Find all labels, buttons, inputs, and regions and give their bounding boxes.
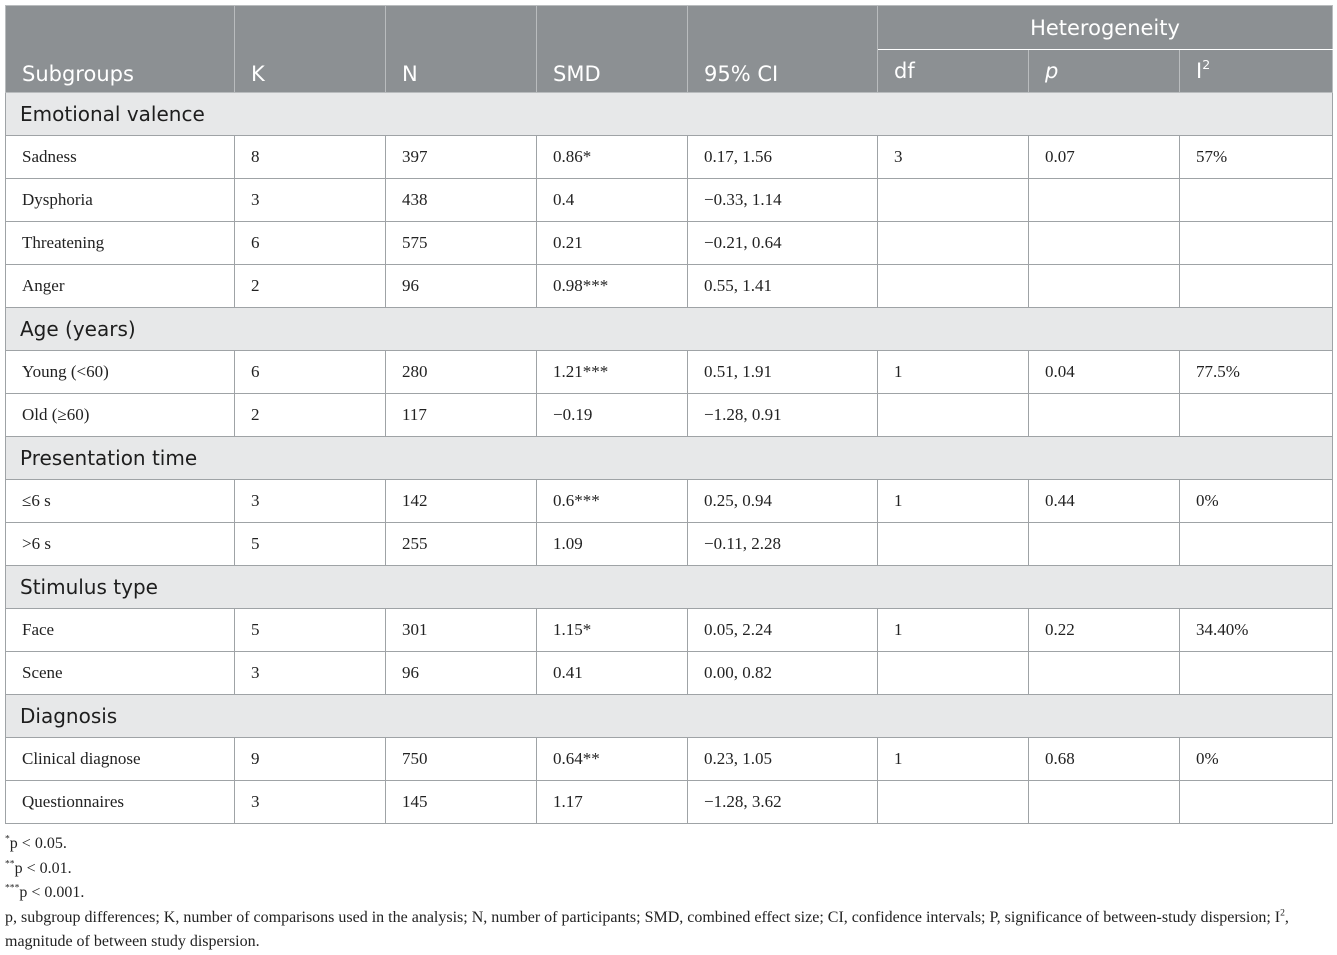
cell-n: 397	[386, 136, 537, 179]
cell-df: 1	[878, 351, 1029, 394]
cell-ci: 0.51, 1.91	[688, 351, 878, 394]
cell-sub: Old (≥60)	[6, 394, 235, 437]
table-row	[6, 738, 1333, 781]
group-row	[6, 695, 1333, 738]
table-row	[6, 523, 1333, 566]
header-heterogeneity	[878, 6, 1333, 50]
table-row	[6, 394, 1333, 437]
header-heterogeneity-label: Heterogeneity	[1030, 15, 1180, 40]
cell-sub: Face	[6, 609, 235, 652]
cell-i2	[1180, 781, 1333, 824]
cell-i2	[1180, 394, 1333, 437]
header-df-label: df	[894, 59, 915, 83]
cell-ci: 0.05, 2.24	[688, 609, 878, 652]
cell-i2: 0%	[1180, 738, 1333, 781]
cell-n: 750	[386, 738, 537, 781]
cell-k: 8	[235, 136, 386, 179]
cell-k: 3	[235, 480, 386, 523]
cell-ci: 0.25, 0.94	[688, 480, 878, 523]
cell-df	[878, 265, 1029, 308]
cell-p	[1029, 222, 1180, 265]
group-row	[6, 93, 1333, 136]
footnote-1-mark: *	[5, 833, 10, 845]
header-i2-sup: 2	[1202, 57, 1211, 73]
legend-sup: 2	[1280, 906, 1285, 918]
cell-ci: 0.00, 0.82	[688, 652, 878, 695]
group-title: Emotional valence	[6, 93, 1333, 136]
cell-n: 96	[386, 265, 537, 308]
footnote-2-text: p < 0.01.	[14, 859, 72, 877]
cell-smd: 0.41	[537, 652, 688, 695]
footnote-3	[5, 881, 1332, 906]
cell-i2	[1180, 179, 1333, 222]
header-smd	[537, 6, 688, 93]
cell-ci: 0.17, 1.56	[688, 136, 878, 179]
header-ci	[688, 6, 878, 93]
cell-smd: 0.64**	[537, 738, 688, 781]
header-p	[1029, 50, 1180, 93]
cell-n: 142	[386, 480, 537, 523]
cell-smd: 1.15*	[537, 609, 688, 652]
table-body	[6, 93, 1333, 824]
cell-k: 2	[235, 265, 386, 308]
cell-i2: 77.5%	[1180, 351, 1333, 394]
cell-ci: −0.11, 2.28	[688, 523, 878, 566]
cell-sub: Sadness	[6, 136, 235, 179]
cell-df: 3	[878, 136, 1029, 179]
legend-text-a: p, subgroup differences; K, number of comparisons used in the analysis; N, number of participants; SMD, combined effect size; CI, confidence intervals; P, significance of between-study dispersion; I	[5, 908, 1281, 926]
cell-smd: 0.4	[537, 179, 688, 222]
header-df	[878, 50, 1029, 93]
cell-p: 0.04	[1029, 351, 1180, 394]
cell-sub: >6 s	[6, 523, 235, 566]
subgroup-analysis-table	[5, 5, 1333, 824]
cell-i2	[1180, 265, 1333, 308]
cell-df: 1	[878, 609, 1029, 652]
cell-p	[1029, 179, 1180, 222]
cell-smd: 1.17	[537, 781, 688, 824]
cell-smd: 1.09	[537, 523, 688, 566]
cell-df	[878, 523, 1029, 566]
table-row	[6, 781, 1333, 824]
cell-i2	[1180, 523, 1333, 566]
footnote-2	[5, 857, 1332, 882]
group-title: Age (years)	[6, 308, 1333, 351]
cell-n: 96	[386, 652, 537, 695]
table-header	[6, 6, 1333, 93]
cell-k: 6	[235, 351, 386, 394]
cell-p: 0.68	[1029, 738, 1180, 781]
cell-df	[878, 222, 1029, 265]
cell-n: 575	[386, 222, 537, 265]
cell-n: 255	[386, 523, 537, 566]
cell-n: 438	[386, 179, 537, 222]
header-i2	[1180, 50, 1333, 93]
cell-k: 5	[235, 523, 386, 566]
cell-df: 1	[878, 738, 1029, 781]
legend-text-b: , magnitude of between study dispersion.	[5, 908, 1289, 950]
cell-smd: 0.6***	[537, 480, 688, 523]
header-k	[235, 6, 386, 93]
footnote-3-mark: ***	[5, 882, 20, 894]
cell-p	[1029, 523, 1180, 566]
cell-i2: 57%	[1180, 136, 1333, 179]
cell-n: 117	[386, 394, 537, 437]
table-row	[6, 222, 1333, 265]
cell-k: 9	[235, 738, 386, 781]
cell-smd: −0.19	[537, 394, 688, 437]
footnote-1	[5, 832, 1332, 857]
group-title: Stimulus type	[6, 566, 1333, 609]
footnote-2-mark: **	[5, 857, 15, 869]
cell-p: 0.44	[1029, 480, 1180, 523]
cell-df	[878, 179, 1029, 222]
cell-k: 5	[235, 609, 386, 652]
cell-i2: 34.40%	[1180, 609, 1333, 652]
cell-k: 2	[235, 394, 386, 437]
header-n-label: N	[402, 62, 418, 86]
cell-smd: 0.86*	[537, 136, 688, 179]
cell-p: 0.22	[1029, 609, 1180, 652]
group-title: Presentation time	[6, 437, 1333, 480]
subgroup-table-container	[5, 5, 1332, 824]
cell-ci: 0.23, 1.05	[688, 738, 878, 781]
table-row	[6, 351, 1333, 394]
cell-k: 3	[235, 781, 386, 824]
cell-df	[878, 781, 1029, 824]
cell-ci: 0.55, 1.41	[688, 265, 878, 308]
group-row	[6, 308, 1333, 351]
cell-n: 145	[386, 781, 537, 824]
header-ci-label: 95% CI	[704, 62, 779, 86]
cell-sub: Dysphoria	[6, 179, 235, 222]
group-row	[6, 437, 1333, 480]
cell-k: 3	[235, 652, 386, 695]
header-k-label: K	[251, 62, 265, 86]
table-row	[6, 480, 1333, 523]
group-title: Diagnosis	[6, 695, 1333, 738]
cell-p: 0.07	[1029, 136, 1180, 179]
cell-n: 301	[386, 609, 537, 652]
cell-i2: 0%	[1180, 480, 1333, 523]
cell-ci: −0.21, 0.64	[688, 222, 878, 265]
header-subgroups	[6, 6, 235, 93]
cell-p	[1029, 265, 1180, 308]
cell-p	[1029, 781, 1180, 824]
cell-df: 1	[878, 480, 1029, 523]
footnote-legend	[5, 906, 1332, 955]
cell-i2	[1180, 652, 1333, 695]
cell-i2	[1180, 222, 1333, 265]
cell-sub: Threatening	[6, 222, 235, 265]
header-i2-base: I	[1196, 59, 1203, 83]
cell-k: 6	[235, 222, 386, 265]
cell-k: 3	[235, 179, 386, 222]
cell-n: 280	[386, 351, 537, 394]
table-row	[6, 136, 1333, 179]
table-row	[6, 609, 1333, 652]
cell-sub: Scene	[6, 652, 235, 695]
group-row	[6, 566, 1333, 609]
cell-df	[878, 652, 1029, 695]
cell-p	[1029, 394, 1180, 437]
table-row	[6, 265, 1333, 308]
cell-sub: Questionnaires	[6, 781, 235, 824]
cell-ci: −1.28, 0.91	[688, 394, 878, 437]
footnote-3-text: p < 0.001.	[19, 884, 85, 901]
table-row	[6, 179, 1333, 222]
header-subgroups-label: Subgroups	[22, 62, 134, 86]
cell-sub: ≤6 s	[6, 480, 235, 523]
header-smd-label: SMD	[553, 62, 601, 86]
cell-ci: −1.28, 3.62	[688, 781, 878, 824]
table-row	[6, 652, 1333, 695]
cell-smd: 0.21	[537, 222, 688, 265]
cell-sub: Young (<60)	[6, 351, 235, 394]
header-p-label: p	[1045, 59, 1059, 83]
cell-sub: Clinical diagnose	[6, 738, 235, 781]
cell-smd: 0.98***	[537, 265, 688, 308]
header-n	[386, 6, 537, 93]
cell-ci: −0.33, 1.14	[688, 179, 878, 222]
cell-df	[878, 394, 1029, 437]
cell-sub: Anger	[6, 265, 235, 308]
cell-p	[1029, 652, 1180, 695]
table-footnotes	[5, 832, 1332, 955]
cell-smd: 1.21***	[537, 351, 688, 394]
footnote-1-text: p < 0.05.	[9, 835, 67, 852]
